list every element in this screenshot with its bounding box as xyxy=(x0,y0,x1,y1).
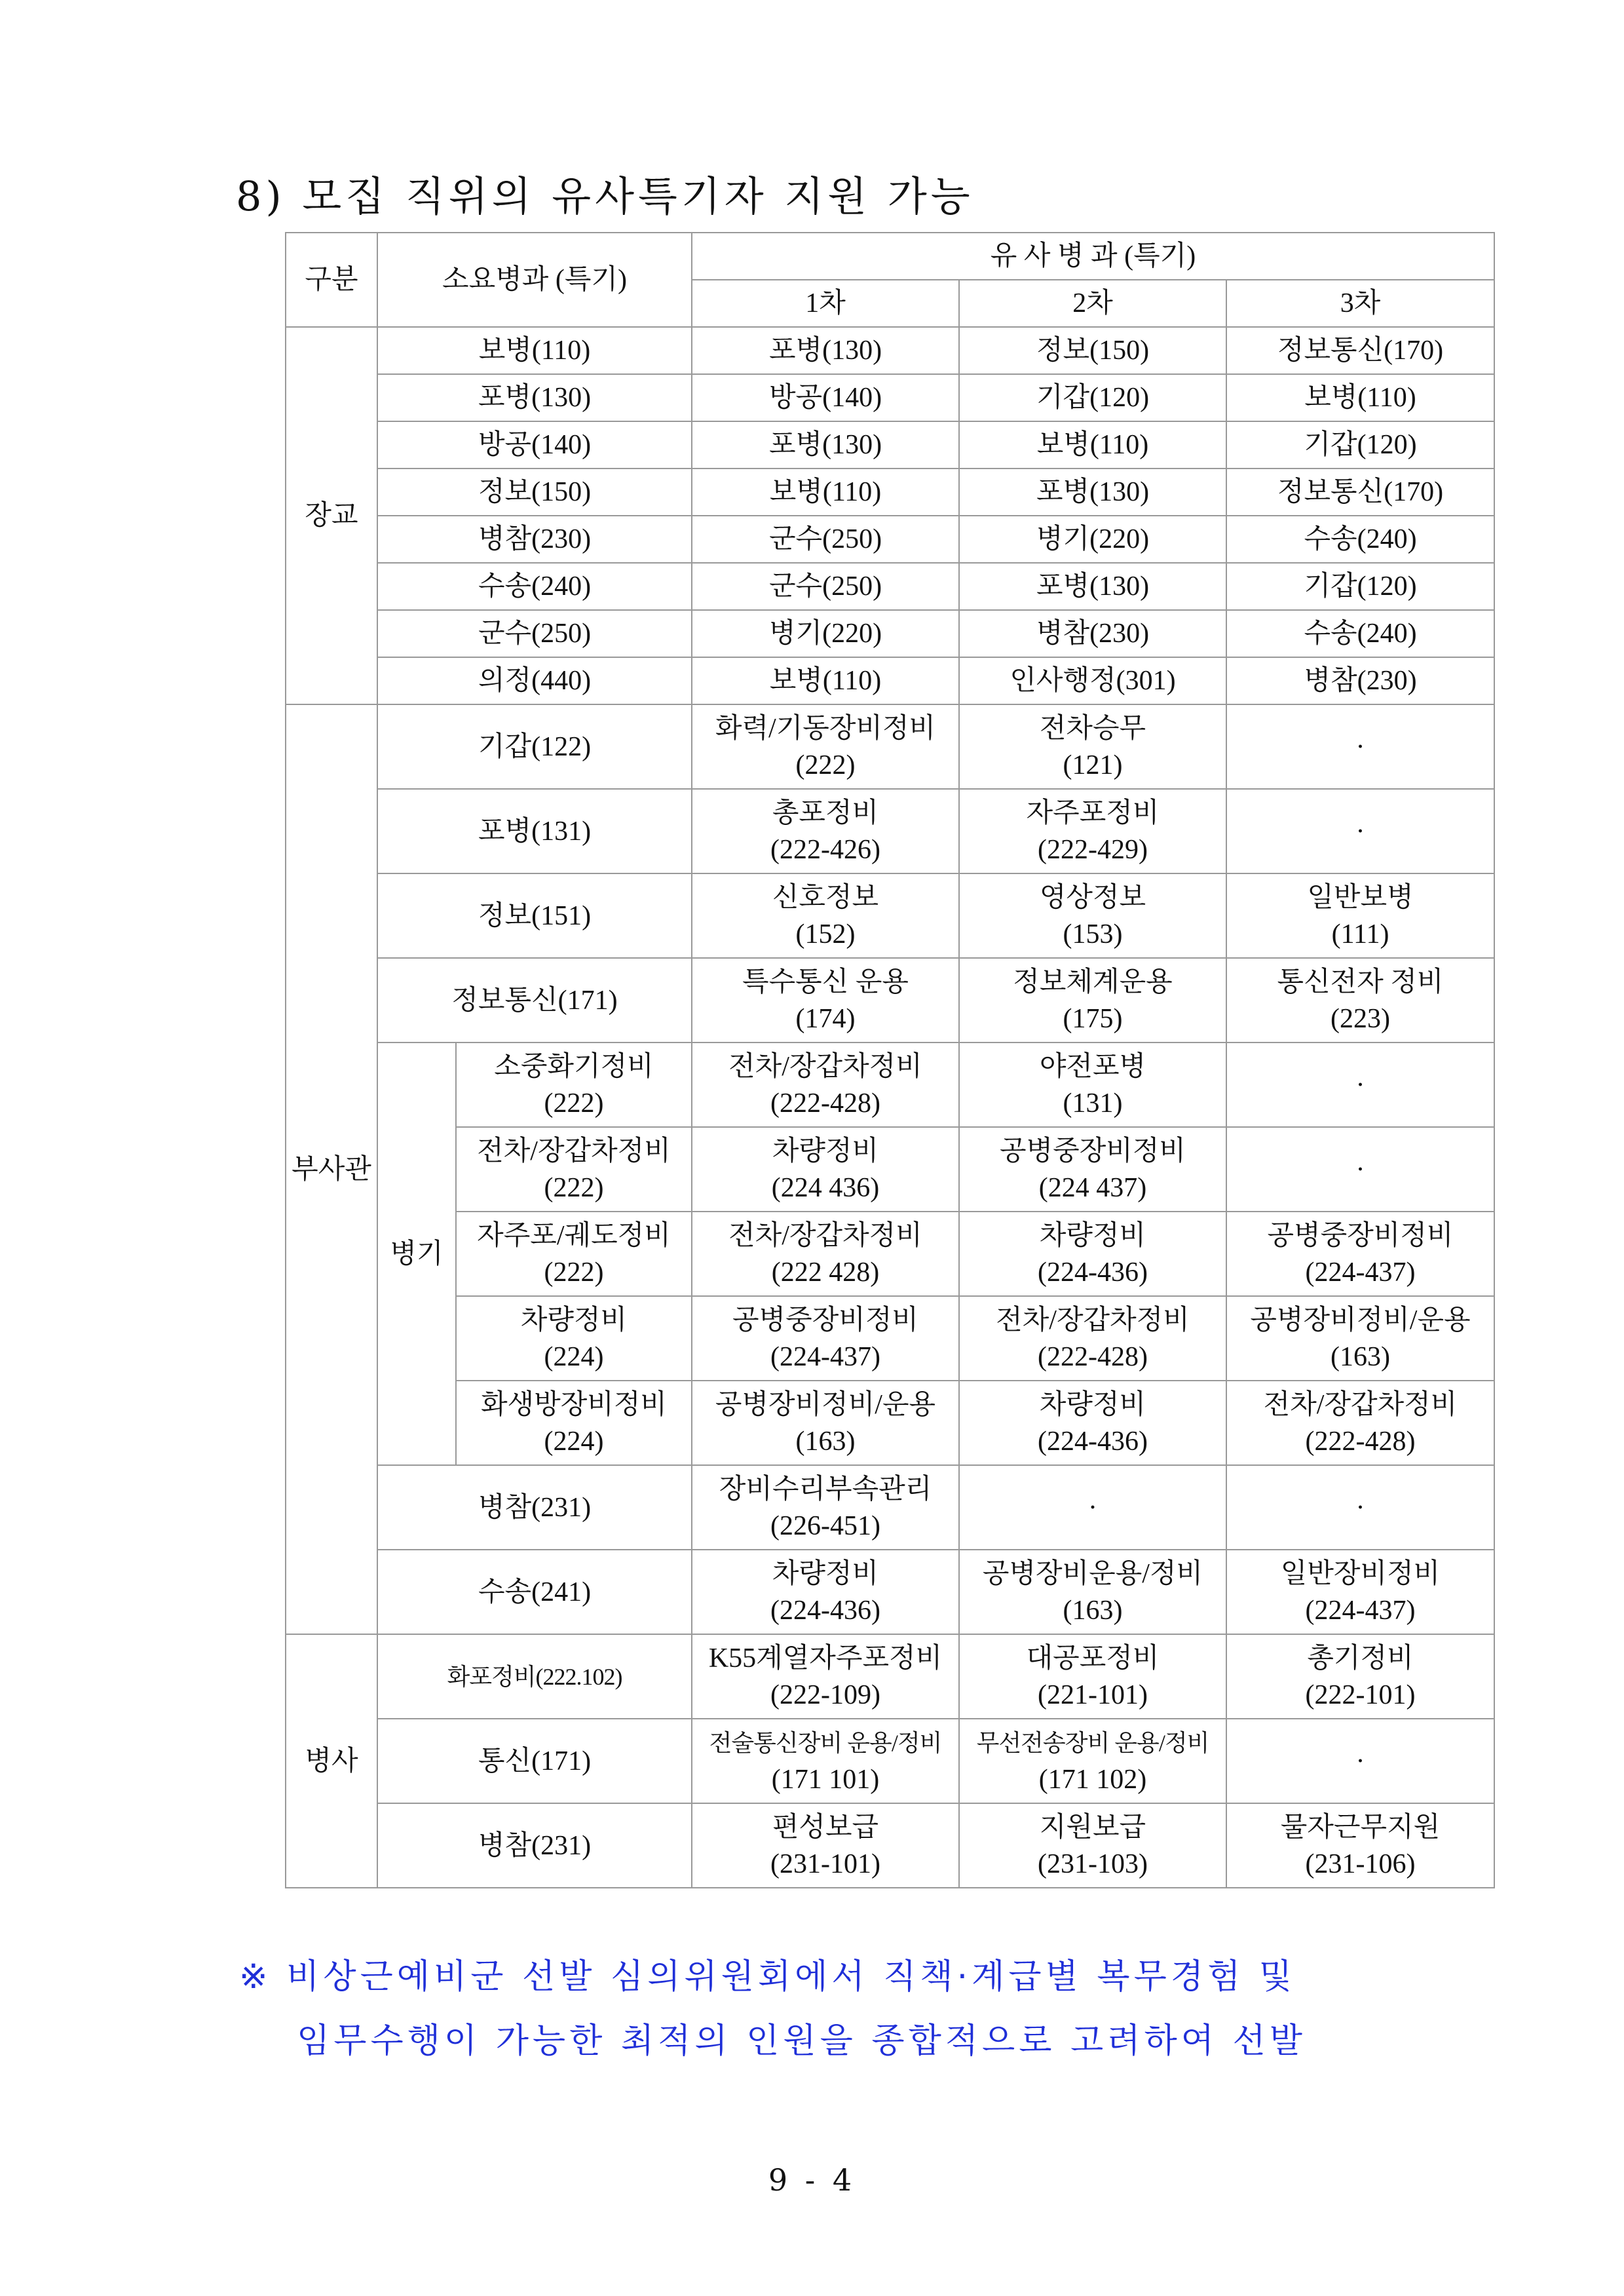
similar-3rd xyxy=(1226,1803,1494,1888)
similar-2nd-label: 영상정보 xyxy=(1039,882,1146,913)
similar-3rd-label: 공병장비정비/운용 xyxy=(1250,1305,1471,1335)
required-specialty-label: 소중화기정비 xyxy=(494,1051,654,1082)
similar-2nd-label: 차량정비 xyxy=(1039,1220,1146,1251)
similar-3rd-code: (224-437) xyxy=(1305,1595,1416,1626)
required-specialty-label: 차량정비 xyxy=(520,1305,628,1335)
required-specialty-code: (222) xyxy=(544,1088,604,1119)
similar-specialty-table-container xyxy=(285,232,1494,1888)
required-specialty xyxy=(377,1465,692,1550)
required-specialty xyxy=(377,873,692,958)
required-specialty xyxy=(456,1212,692,1296)
table-row xyxy=(286,1803,1494,1888)
similar-3rd-label: · xyxy=(1355,731,1365,762)
required-specialty xyxy=(456,1296,692,1381)
required-specialty xyxy=(377,1634,692,1719)
table-row xyxy=(286,1719,1494,1803)
similar-2nd xyxy=(959,1127,1226,1212)
similar-2nd xyxy=(959,1043,1226,1127)
similar-2nd: 포병(130) xyxy=(959,469,1226,516)
similar-3rd xyxy=(1226,1127,1494,1212)
similar-3rd-label: · xyxy=(1355,1746,1365,1776)
similar-2nd: 보병(110) xyxy=(959,421,1226,469)
table-row xyxy=(286,1212,1494,1296)
similar-2nd xyxy=(959,873,1226,958)
similar-1st-label: 차량정비 xyxy=(772,1558,879,1589)
similar-2nd-code: (224-436) xyxy=(1038,1426,1148,1457)
similar-1st-label: 총포정비 xyxy=(772,797,879,828)
table-row xyxy=(286,1296,1494,1381)
page-number: 9 - 4 xyxy=(768,2162,856,2198)
similar-3rd-code: (163) xyxy=(1331,1341,1390,1372)
required-specialty-code: (224) xyxy=(544,1426,604,1457)
similar-1st-code: (174) xyxy=(795,1003,856,1034)
similar-1st: 군수(250) xyxy=(692,563,959,610)
similar-3rd-label: 일반보병 xyxy=(1307,882,1414,913)
similar-2nd-code: (175) xyxy=(1063,1003,1123,1034)
similar-3rd-code: (111) xyxy=(1331,919,1389,949)
similar-1st xyxy=(692,1634,959,1719)
note-line-1: ※ 비상근예비군 선발 심의위원회에서 직책·계급별 복무경험 및 xyxy=(239,1957,1296,1997)
table-row xyxy=(286,1550,1494,1634)
required-specialty-label: 자주포/궤도정비 xyxy=(477,1220,671,1251)
similar-3rd: 기갑(120) xyxy=(1226,563,1494,610)
similar-3rd-label: · xyxy=(1355,1492,1365,1523)
similar-1st xyxy=(692,1127,959,1212)
table-row xyxy=(286,704,1494,789)
table-row xyxy=(286,516,1494,563)
similar-2nd-code: (222-428) xyxy=(1038,1341,1148,1372)
similar-3rd: 기갑(120) xyxy=(1226,421,1494,469)
similar-3rd-label: 공병중장비정비 xyxy=(1267,1220,1454,1251)
similar-2nd xyxy=(959,704,1226,789)
similar-1st xyxy=(692,1465,959,1550)
similar-1st xyxy=(692,1550,959,1634)
similar-1st-code: (163) xyxy=(795,1426,856,1457)
similar-3rd-label: 통신전자 정비 xyxy=(1277,966,1444,997)
similar-3rd: 보병(110) xyxy=(1226,374,1494,421)
similar-3rd-label: · xyxy=(1355,1069,1365,1100)
required-specialty-label: 병참(231) xyxy=(478,1492,592,1523)
similar-3rd xyxy=(1226,704,1494,789)
table-row xyxy=(286,1634,1494,1719)
required-specialty-label: 화생방장비정비 xyxy=(480,1389,667,1420)
header-second: 2차 xyxy=(959,280,1226,327)
table-row xyxy=(286,610,1494,657)
similar-1st-code: (222-428) xyxy=(770,1088,880,1119)
required-specialty-code: (222) xyxy=(544,1257,604,1288)
similar-2nd xyxy=(959,1296,1226,1381)
similar-1st: 병기(220) xyxy=(692,610,959,657)
similar-1st-code: (224 436) xyxy=(771,1172,880,1203)
similar-3rd: 수송(240) xyxy=(1226,516,1494,563)
required-specialty-label: 통신(171) xyxy=(478,1746,592,1776)
table-row xyxy=(286,1465,1494,1550)
similar-2nd xyxy=(959,789,1226,873)
required-specialty-label: 정보(151) xyxy=(478,900,592,931)
similar-3rd: 수송(240) xyxy=(1226,610,1494,657)
similar-1st-code: (224-437) xyxy=(770,1341,880,1372)
similar-3rd-code: (222-428) xyxy=(1305,1426,1416,1457)
similar-1st-label: 공병중장비정비 xyxy=(732,1305,918,1335)
similar-3rd-label: 물자근무지원 xyxy=(1280,1812,1441,1843)
similar-1st xyxy=(692,1212,959,1296)
similar-3rd-label: 일반장비정비 xyxy=(1280,1558,1441,1589)
required-specialty xyxy=(456,1043,692,1127)
similar-2nd-label: · xyxy=(1088,1492,1097,1523)
required-specialty: 병참(230) xyxy=(377,516,692,563)
table-row xyxy=(286,563,1494,610)
similar-1st-code: (222 428) xyxy=(771,1257,880,1288)
similar-2nd xyxy=(959,1465,1226,1550)
similar-2nd-code: (221-101) xyxy=(1038,1679,1148,1710)
note-line-2: 임무수행이 가능한 최적의 인원을 종합적으로 고려하여 선발 xyxy=(297,2021,1306,2061)
similar-1st-label: K55계열자주포정비 xyxy=(708,1643,943,1674)
similar-3rd-code: (222-101) xyxy=(1305,1679,1416,1710)
similar-3rd: 정보통신(170) xyxy=(1226,327,1494,374)
required-specialty xyxy=(377,704,692,789)
similar-2nd-label: 차량정비 xyxy=(1039,1389,1146,1420)
similar-1st-label: 장비수리부속관리 xyxy=(719,1474,932,1504)
similar-3rd-code: (223) xyxy=(1331,1003,1390,1034)
similar-2nd-code: (171 102) xyxy=(1038,1764,1147,1795)
similar-2nd: 병참(230) xyxy=(959,610,1226,657)
similar-2nd xyxy=(959,1719,1226,1803)
similar-1st-code: (231-101) xyxy=(770,1848,880,1879)
similar-1st xyxy=(692,958,959,1043)
table-body xyxy=(286,233,1494,1888)
similar-2nd-code: (224 437) xyxy=(1038,1172,1147,1203)
similar-3rd: 병참(230) xyxy=(1226,657,1494,704)
similar-3rd xyxy=(1226,873,1494,958)
required-specialty xyxy=(456,1127,692,1212)
similar-3rd xyxy=(1226,1550,1494,1634)
similar-2nd-label: 대공포정비 xyxy=(1026,1643,1160,1674)
similar-2nd xyxy=(959,958,1226,1043)
required-specialty: 보병(110) xyxy=(377,327,692,374)
similar-2nd-code: (222-429) xyxy=(1038,834,1148,865)
required-specialty xyxy=(377,789,692,873)
similar-2nd: 인사행정(301) xyxy=(959,657,1226,704)
similar-2nd-code: (231-103) xyxy=(1038,1848,1148,1879)
required-specialty xyxy=(377,958,692,1043)
similar-1st-label: 편성보급 xyxy=(772,1812,879,1843)
similar-2nd-label: 자주포정비 xyxy=(1026,797,1160,828)
table-row xyxy=(286,374,1494,421)
similar-1st-label: 공병장비정비/운용 xyxy=(715,1389,936,1420)
similar-2nd-label: 전차승무 xyxy=(1039,713,1146,744)
required-specialty: 정보(150) xyxy=(377,469,692,516)
similar-2nd: 기갑(120) xyxy=(959,374,1226,421)
similar-3rd-label: 총기정비 xyxy=(1307,1643,1414,1674)
similar-2nd-label: 전차/장갑차정비 xyxy=(996,1305,1190,1335)
similar-1st xyxy=(692,1296,959,1381)
similar-1st xyxy=(692,1719,959,1803)
required-specialty xyxy=(377,1803,692,1888)
similar-2nd xyxy=(959,1212,1226,1296)
selection-note xyxy=(239,1945,1306,2073)
similar-3rd-label: · xyxy=(1355,816,1365,847)
similar-1st-label: 전차/장갑차정비 xyxy=(728,1220,922,1251)
similar-1st-label: 차량정비 xyxy=(772,1136,879,1166)
similar-1st-code: (222-109) xyxy=(770,1679,880,1710)
required-specialty-label: 정보통신(171) xyxy=(451,985,618,1016)
similar-1st-label: 화력/기동장비정비 xyxy=(715,713,936,744)
group-officer: 장교 xyxy=(286,327,377,704)
required-specialty-label: 포병(131) xyxy=(478,816,592,847)
similar-specialty-table xyxy=(285,232,1495,1888)
similar-3rd xyxy=(1226,1381,1494,1465)
similar-1st-code: (152) xyxy=(795,919,856,949)
similar-1st-label: 특수통신 운용 xyxy=(742,966,909,997)
similar-2nd: 정보(150) xyxy=(959,327,1226,374)
header-similar-specialty: 유 사 병 과 (특기) xyxy=(692,233,1494,280)
similar-2nd-label: 공병중장비정비 xyxy=(999,1136,1186,1166)
required-specialty-code: (224) xyxy=(544,1341,604,1372)
similar-1st: 방공(140) xyxy=(692,374,959,421)
similar-1st xyxy=(692,789,959,873)
required-specialty-label: 화포정비(222.102) xyxy=(447,1663,622,1690)
similar-3rd xyxy=(1226,1043,1494,1127)
similar-1st-code: (222) xyxy=(795,750,856,780)
required-specialty-label: 수송(241) xyxy=(478,1577,592,1607)
table-row xyxy=(286,789,1494,873)
header-row xyxy=(286,233,1494,280)
table-row xyxy=(286,421,1494,469)
similar-2nd-code: (163) xyxy=(1063,1595,1123,1626)
similar-3rd: 정보통신(170) xyxy=(1226,469,1494,516)
required-specialty-label: 전차/장갑차정비 xyxy=(477,1136,671,1166)
similar-3rd xyxy=(1226,1296,1494,1381)
header-third: 3차 xyxy=(1226,280,1494,327)
similar-2nd xyxy=(959,1803,1226,1888)
table-row xyxy=(286,657,1494,704)
similar-1st: 포병(130) xyxy=(692,421,959,469)
similar-3rd-label: · xyxy=(1355,1154,1365,1185)
similar-1st xyxy=(692,1043,959,1127)
required-specialty-code: (222) xyxy=(544,1172,604,1203)
required-specialty: 의정(440) xyxy=(377,657,692,704)
similar-2nd-code: (224-436) xyxy=(1038,1257,1148,1288)
similar-1st: 군수(250) xyxy=(692,516,959,563)
table-row xyxy=(286,327,1494,374)
similar-1st xyxy=(692,1803,959,1888)
similar-2nd-code: (131) xyxy=(1063,1088,1123,1119)
similar-1st-code: (226-451) xyxy=(770,1510,880,1541)
similar-3rd xyxy=(1226,1465,1494,1550)
similar-1st: 보병(110) xyxy=(692,469,959,516)
similar-1st-label: 신호정보 xyxy=(772,882,879,913)
required-specialty-label: 기갑(122) xyxy=(478,731,592,762)
similar-3rd xyxy=(1226,789,1494,873)
required-specialty: 수송(240) xyxy=(377,563,692,610)
header-first: 1차 xyxy=(692,280,959,327)
similar-2nd: 포병(130) xyxy=(959,563,1226,610)
header-required-specialty: 소요병과 (특기) xyxy=(377,233,692,327)
table-row xyxy=(286,469,1494,516)
required-specialty xyxy=(377,1719,692,1803)
required-specialty: 군수(250) xyxy=(377,610,692,657)
similar-3rd xyxy=(1226,958,1494,1043)
similar-1st xyxy=(692,1381,959,1465)
similar-2nd-label: 정보체계운용 xyxy=(1013,966,1173,997)
group-nco: 부사관 xyxy=(286,704,377,1634)
similar-2nd-label: 지원보급 xyxy=(1039,1812,1146,1843)
similar-1st xyxy=(692,704,959,789)
required-specialty: 포병(130) xyxy=(377,374,692,421)
similar-2nd-label: 공병장비운용/정비 xyxy=(982,1558,1203,1589)
similar-2nd: 병기(220) xyxy=(959,516,1226,563)
similar-2nd-code: (153) xyxy=(1063,919,1123,949)
required-specialty xyxy=(377,1550,692,1634)
similar-3rd-label: 전차/장갑차정비 xyxy=(1263,1389,1458,1420)
subgroup-ordnance: 병기 xyxy=(377,1043,456,1465)
similar-3rd xyxy=(1226,1212,1494,1296)
required-specialty-label: 병참(231) xyxy=(478,1830,592,1861)
table-row xyxy=(286,1381,1494,1465)
similar-1st-code: (224-436) xyxy=(770,1595,880,1626)
similar-2nd-code: (121) xyxy=(1063,750,1123,780)
section-heading: 8) 모집 직위의 유사특기자 지원 가능 xyxy=(236,172,974,220)
header-category: 구분 xyxy=(286,233,377,327)
similar-1st-label: 전차/장갑차정비 xyxy=(728,1051,922,1082)
required-specialty: 방공(140) xyxy=(377,421,692,469)
group-enlisted: 병사 xyxy=(286,1634,377,1888)
similar-1st: 포병(130) xyxy=(692,327,959,374)
similar-2nd xyxy=(959,1634,1226,1719)
similar-3rd xyxy=(1226,1719,1494,1803)
required-specialty xyxy=(456,1381,692,1465)
similar-3rd-code: (224-437) xyxy=(1305,1257,1416,1288)
table-row xyxy=(286,1043,1494,1127)
similar-1st: 보병(110) xyxy=(692,657,959,704)
similar-1st-code: (222-426) xyxy=(770,834,880,865)
similar-1st-code: (171 101) xyxy=(771,1764,880,1795)
table-row xyxy=(286,1127,1494,1212)
similar-3rd-code: (231-106) xyxy=(1305,1848,1416,1879)
similar-2nd-label: 무선전송장비 운용/정비 xyxy=(976,1729,1209,1756)
similar-1st xyxy=(692,873,959,958)
similar-2nd xyxy=(959,1550,1226,1634)
table-row xyxy=(286,958,1494,1043)
table-row xyxy=(286,873,1494,958)
similar-3rd xyxy=(1226,1634,1494,1719)
similar-2nd-label: 야전포병 xyxy=(1039,1051,1146,1082)
similar-2nd xyxy=(959,1381,1226,1465)
similar-1st-label: 전술통신장비 운용/정비 xyxy=(709,1729,942,1756)
